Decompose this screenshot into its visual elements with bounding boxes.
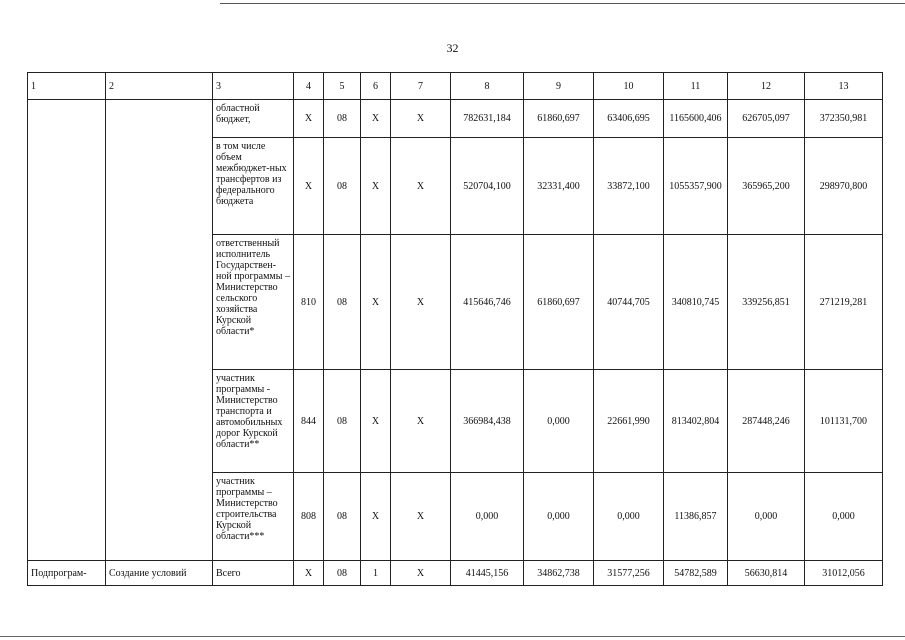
cell-col11: 11386,857 [664, 473, 728, 561]
cell-col10: 0,000 [594, 473, 664, 561]
cell-col13: 0,000 [805, 473, 883, 561]
row-description: участник программы – Министерство строительства Курской области*** [213, 473, 294, 561]
col-header-5: 5 [324, 73, 361, 100]
col-header-8: 8 [451, 73, 524, 100]
cell-col7: Х [391, 473, 451, 561]
col-header-2: 2 [106, 73, 213, 100]
row-description: областной бюджет, [213, 100, 294, 138]
cell-col12: 0,000 [728, 473, 805, 561]
col-header-7: 7 [391, 73, 451, 100]
col-header-1: 1 [28, 73, 106, 100]
cell-col8: 520704,100 [451, 138, 524, 235]
cell-col9: 34862,738 [524, 561, 594, 586]
cell-col7: Х [391, 100, 451, 138]
cell-col8: 415646,746 [451, 235, 524, 370]
header-row [28, 73, 883, 100]
col-header-11: 11 [664, 73, 728, 100]
row-description: в том числе объем межбюджет-ных трансфертов из федерального бюджета [213, 138, 294, 235]
cell-col4: Х [294, 138, 324, 235]
cell-col11: 1165600,406 [664, 100, 728, 138]
cell-col9: 0,000 [524, 370, 594, 473]
cell-col9: 32331,400 [524, 138, 594, 235]
col-header-13: 13 [805, 73, 883, 100]
cell-col4: Х [294, 561, 324, 586]
cell-col6: Х [361, 473, 391, 561]
cell-col12: 56630,814 [728, 561, 805, 586]
cell-col7: Х [391, 235, 451, 370]
cell-col5: 08 [324, 473, 361, 561]
cell-col11: 813402,804 [664, 370, 728, 473]
cell-col5: 08 [324, 561, 361, 586]
cell-col6: Х [361, 100, 391, 138]
cell-col12: 339256,851 [728, 235, 805, 370]
cell-col7: Х [391, 561, 451, 586]
cell-col9: 0,000 [524, 473, 594, 561]
cell-col8: 41445,156 [451, 561, 524, 586]
cell-col4: 808 [294, 473, 324, 561]
cell-col8: 366984,438 [451, 370, 524, 473]
cell-col11: 1055357,900 [664, 138, 728, 235]
cell-col10: 40744,705 [594, 235, 664, 370]
cell-col10: 33872,100 [594, 138, 664, 235]
page-number: 32 [446, 41, 459, 55]
cell-col6: Х [361, 370, 391, 473]
cell-col8: 0,000 [451, 473, 524, 561]
cell-col10: 31577,256 [594, 561, 664, 586]
cell-col10: 22661,990 [594, 370, 664, 473]
cell-col4: 844 [294, 370, 324, 473]
bottom-rule [0, 636, 905, 637]
cell-col5: 08 [324, 370, 361, 473]
cell-col6: Х [361, 138, 391, 235]
cell-col11: 340810,745 [664, 235, 728, 370]
cell-col7: Х [391, 370, 451, 473]
cell-col13: 298970,800 [805, 138, 883, 235]
cell-col7: Х [391, 138, 451, 235]
cell-col10: 63406,695 [594, 100, 664, 138]
program-cell-merged [28, 100, 106, 561]
row-description: ответственный исполнитель Государствен-ной программы – Министерство сельского хозяйства Курской области* [213, 235, 294, 370]
cell-col12: 626705,097 [728, 100, 805, 138]
cell-col4: 810 [294, 235, 324, 370]
cell-col5: 08 [324, 138, 361, 235]
cell-col13: 101131,700 [805, 370, 883, 473]
col-header-4: 4 [294, 73, 324, 100]
cell-col12: 287448,246 [728, 370, 805, 473]
cell-col4: Х [294, 100, 324, 138]
col-header-3: 3 [213, 73, 294, 100]
top-rule [220, 3, 905, 4]
title-cell-merged [106, 100, 213, 561]
col-header-12: 12 [728, 73, 805, 100]
cell-col6: 1 [361, 561, 391, 586]
cell-col5: 08 [324, 235, 361, 370]
cell-col13: 372350,981 [805, 100, 883, 138]
table-row [28, 561, 883, 586]
cell-col13: 31012,056 [805, 561, 883, 586]
cell-col5: 08 [324, 100, 361, 138]
table-row [28, 100, 883, 138]
cell-col9: 61860,697 [524, 235, 594, 370]
cell-col6: Х [361, 235, 391, 370]
cell-col11: 54782,589 [664, 561, 728, 586]
col-header-10: 10 [594, 73, 664, 100]
col-header-9: 9 [524, 73, 594, 100]
cell-col9: 61860,697 [524, 100, 594, 138]
row-description: Всего [213, 561, 294, 586]
row-description: участник программы - Министерство транспорта и автомобильных дорог Курской области** [213, 370, 294, 473]
cell-col8: 782631,184 [451, 100, 524, 138]
cell-col12: 365965,200 [728, 138, 805, 235]
budget-table [27, 72, 883, 586]
subprogram-title-cell: Создание условий [106, 561, 213, 586]
cell-col13: 271219,281 [805, 235, 883, 370]
col-header-6: 6 [361, 73, 391, 100]
subprogram-cell: Подпрограм- [28, 561, 106, 586]
